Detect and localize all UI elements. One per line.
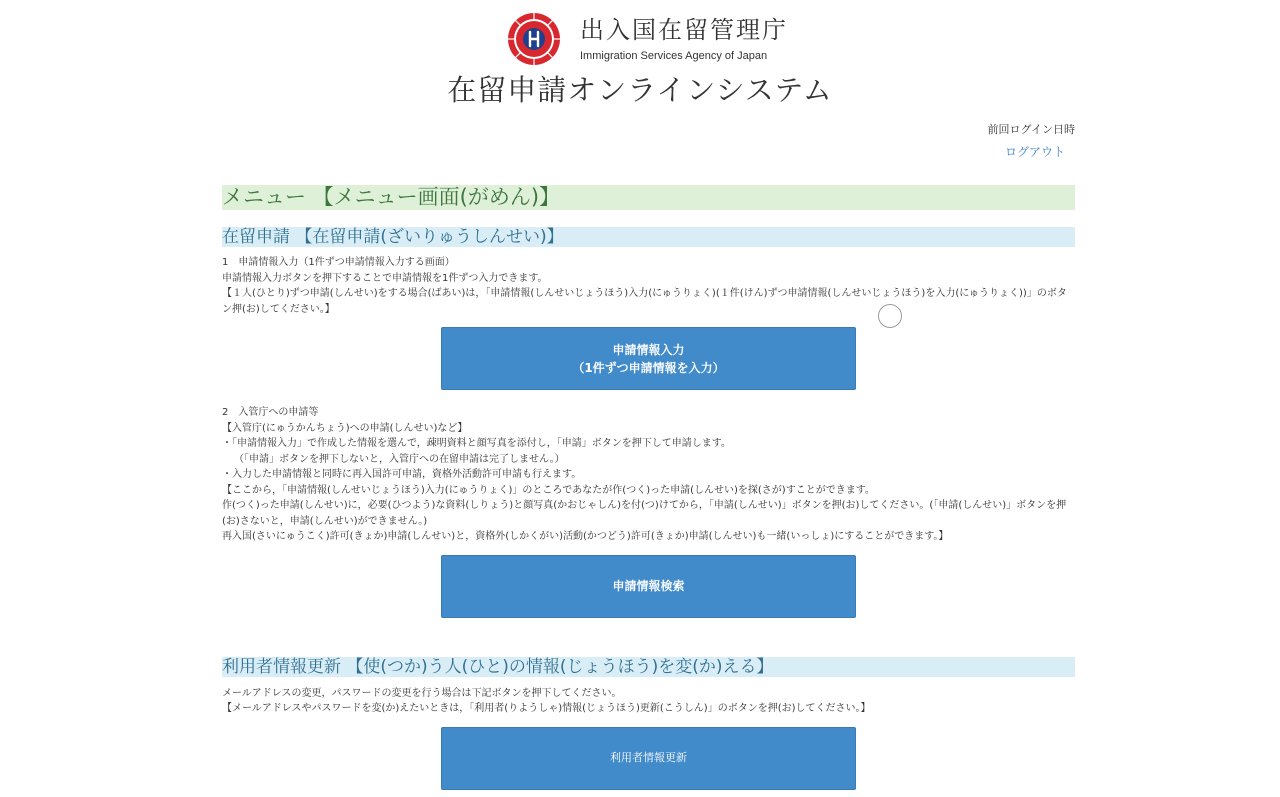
item2-text-1: 【入管庁(にゅうかんちょう)への申請(しんせい)など】 xyxy=(222,422,468,434)
application-input-button-label: 申請情報入力 xyxy=(612,342,685,357)
item2-title: 2 入管庁への申請等 xyxy=(222,407,319,418)
section-heading-user: 利用者情報更新 【使(つか)う人(ひと)の情報(じょうほう)を変(か)える】 xyxy=(222,657,1075,677)
agency-emblem-icon xyxy=(507,12,561,66)
user-text-2: 【メールアドレスやパスワードを変(か)えたいときは，「利用者(りようしゃ)情報(じょうほう)更新(こうしん)」のボタンを押(お)してください。】 xyxy=(222,703,871,714)
section-heading-residence: 在留申請 【在留申請(ざいりゅうしんせい)】 xyxy=(222,227,1075,247)
item1-description xyxy=(222,255,1075,317)
item2-description xyxy=(222,405,1075,545)
application-input-button[interactable] xyxy=(441,327,856,390)
item2-text-5: 【ここから，「申請情報(しんせいじょうほう)入力(にゅうりょく)」のところであなたが作(つく)った申請(しんせい)を探(さが)すことができます。 xyxy=(222,484,875,496)
menu-content xyxy=(222,185,1075,790)
item2-text-6: 作(つく)った申請(しんせい)に，必要(ひつよう)な資料(しりょう)と顔写真(かおじゃしん)を付(つ)けてから，「申請(しんせい)」ボタンを押(お)してください。(「申請(しんせい)」ボタンを押(お)さないと，申請(しんせい)ができません。) xyxy=(222,500,1067,527)
menu-heading: メニュー 【メニュー画面(がめん)】 xyxy=(222,185,1075,210)
item2-text-7: 再入国(さいにゅうこく)許可(きょか)申請(しんせい)と，資格外(しかくがい)活動(かつどう)許可(きょか)申請(しんせい)も一緒(いっしょ)にすることができます。】 xyxy=(222,531,949,542)
user-section-description xyxy=(222,686,1075,717)
item1-text-1: 申請情報入力ボタンを押下することで申請情報を1件ずつ入力できます。 xyxy=(222,272,548,284)
last-login-label: 前回ログイン日時 xyxy=(987,123,1075,136)
application-input-button-sublabel: （1件ずつ申請情報を入力） xyxy=(572,360,725,375)
application-search-button-label: 申請情報検索 xyxy=(612,579,685,593)
item1-text-2: 【１人(ひとり)ずつ申請(しんせい)をする場合(ばあい)は，「申請情報(しんせいじょうほう)入力(にゅうりょく)(１件(けん)ずつ申請情報(しんせいじょうほう)を入力(にゅうりょく))」のボタン押(お)してください。】 xyxy=(222,288,1067,315)
system-title: 在留申請オンラインシステム xyxy=(447,73,833,107)
item2-text-4: ・入力した申請情報と同時に再入国許可申請，資格外活動許可申請も行えます。 xyxy=(222,469,582,480)
logout-link[interactable]: ログアウト xyxy=(1004,145,1065,159)
application-search-button[interactable] xyxy=(441,555,856,618)
item2-text-3: （「申請」ボタンを押下しないと，入管庁への在留申請は完了しません。） xyxy=(234,453,565,465)
user-info-update-button[interactable] xyxy=(441,727,856,790)
user-text-1: メールアドレスの変更，パスワードの変更を行う場合は下記ボタンを押下してください。 xyxy=(222,687,622,699)
agency-name-ja: 出入国在留管理庁 xyxy=(580,16,788,44)
agency-name-en: Immigration Services Agency of Japan xyxy=(580,50,768,62)
user-info-update-button-label: 利用者情報更新 xyxy=(610,751,687,764)
mouse-cursor-indicator xyxy=(878,304,902,328)
item2-text-2: ・「申請情報入力」で作成した情報を選んで，疎明資料と顔写真を添付し，「申請」ボタンを押下して申請します。 xyxy=(222,438,731,449)
site-header xyxy=(0,0,1280,159)
item1-title: 1 申請情報入力（1件ずつ申請情報入力する画面） xyxy=(222,257,455,268)
